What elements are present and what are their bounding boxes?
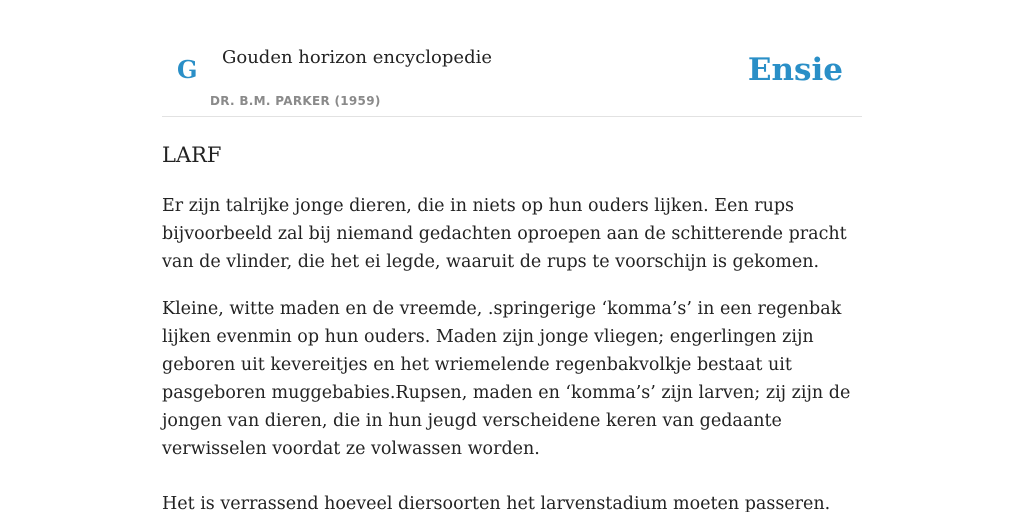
source-logo[interactable]: G: [177, 55, 198, 84]
source-header: [162, 0, 862, 117]
article: [162, 138, 862, 512]
source-author: DR. B.M. PARKER (1959): [210, 94, 381, 108]
ensie-logo[interactable]: Ensie: [747, 52, 843, 88]
entry-title: LARF: [162, 143, 222, 167]
article-paragraph: Kleine, witte maden en de vreemde, .springerige ‘komma’s’ in een regenbak lijken evenmin op hun ouders. Maden zijn jonge vliegen; engerlingen zijn geboren uit kevereitjes en het wriemelende regenbakvolkje bestaat uit pasgeboren muggebabies.Rupsen, maden en ‘komma’s’ zijn larven; zij zijn de jongen van dieren, die in hun jeugd verscheidene keren van gedaante verwisselen voordat ze volwassen worden.: [162, 299, 851, 459]
article-paragraph: Er zijn talrijke jonge dieren, die in niets op hun ouders lijken. Een rups bijvoorbeeld zal bij niemand gedachten oproepen aan de schitterende pracht van de vlinder, die het ei legde, waaruit de rups te voorschijn is gekomen.: [162, 196, 847, 272]
source-title-link[interactable]: Gouden horizon encyclopedie: [222, 47, 492, 68]
article-paragraph: Het is verrassend hoeveel diersoorten het larvenstadium moeten passeren.: [162, 494, 831, 512]
